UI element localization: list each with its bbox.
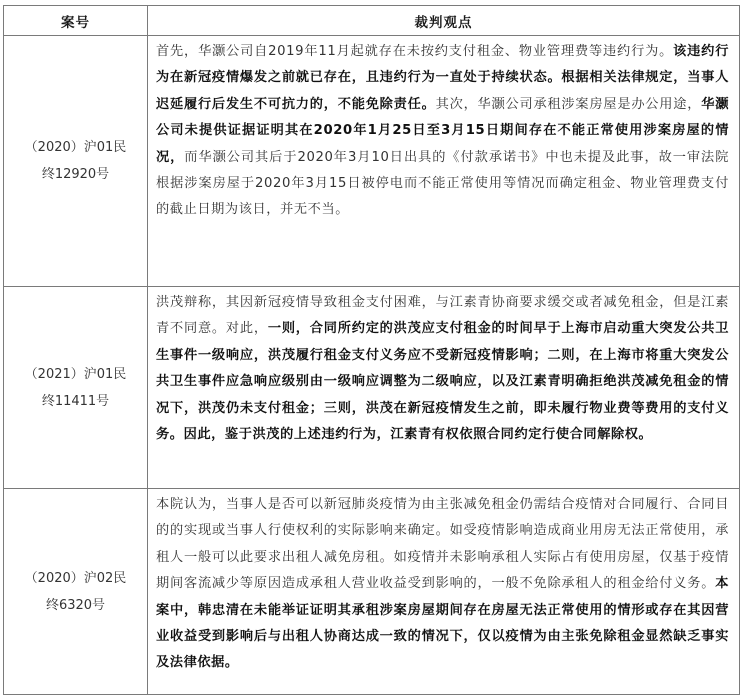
opinion-cell [148, 287, 740, 489]
table-row [4, 287, 740, 489]
case-number-line: 终12920号 [41, 167, 110, 182]
table-row [4, 489, 740, 695]
case-number-cell [4, 489, 148, 695]
case-number-cell [4, 36, 148, 287]
case-opinion-table [3, 5, 740, 695]
case-number-line: （2020）沪02民 [24, 570, 127, 586]
opinion-text-bold: 一则，合同所约定的洪茂应支付租金的时间早于上海市启动重大突发公共卫生事件一级响应，洪茂履行租金支付义务应不受新冠疫情影响；二则，在上海市将重大突发公共卫生事件应急响应级别由一级响应调整为二级响应，以及江素青明确拒绝洪茂减免租金的情况下，洪茂仍未支付租金；三则，洪茂在新冠疫情发生之前，即未履行物业费等费用的支付义务。因此，鉴于洪茂的上述违约行为，江素青有权依照合同约定行使合同解除权。 [156, 321, 729, 443]
case-number-line: （2021）沪01民 [24, 366, 127, 382]
table-row [4, 36, 740, 287]
opinion-text: 首先，华灏公司自2019年11月起就存在未按约支付租金、物业管理费等违约行为。 [156, 44, 674, 59]
case-number-cell [4, 287, 148, 489]
opinion-cell [148, 36, 740, 287]
opinion-text: 其次，华灏公司承租涉案房屋是办公用途， [435, 96, 702, 112]
case-number-line: 终11411号 [41, 393, 110, 409]
opinion-text-bold: 本案中，韩忠清在未能举证证明其承租涉案房屋期间存在房屋无法正常使用的情形或存在其因营业收益受到影响后与出租人协商达成一致的情况下，仅以疫情为由主张免除租金显然缺乏事实及法律依据。 [156, 576, 729, 671]
opinion-text: 洪茂辩称，其因新冠疫情导致租金支付困难，与江素青协商要求缓交或者减免租金，但是江素青不同意。对此， [156, 295, 729, 337]
opinion-cell [148, 489, 740, 695]
opinion-text: 而华灏公司其后于2020年3月10日出具的《付款承诺书》中也未提及此事，故一审法院根据涉案房屋于2020年3月15日被停电而不能正常使用等情况而确定租金、物业管理费支付的截止日期为该日，并无不当。 [156, 149, 729, 218]
opinion-text: 本院认为，当事人是否可以新冠肺炎疫情为由主张减免租金仍需结合疫情对合同履行、合同目的的实现或当事人行使权利的实际影响来确定。如受疫情影响造成商业用房无法正常使用，承租人一般可以此要求出租人减免房租。如疫情并未影响承租人实际占有使用房屋，仅基于疫情期间客流减少等原因造成承租人营业收益受到影响的，一般不免除承租人的租金给付义务。 [156, 497, 729, 592]
header-court-opinion: 裁判观点 [148, 6, 740, 36]
header-case-number: 案号 [4, 6, 148, 36]
opinion-text-bold: 华灏公司未提供证据证明其在2020年1月25日至3月15日期间存在不能正常使用涉案房屋的情况， [156, 96, 730, 165]
opinion-text-bold: 该违约行为在新冠疫情爆发之前就已存在，且违约行为一直处于持续状态。根据相关法律规定，当事人迟延履行后发生不可抗力的，不能免除责任。 [156, 44, 729, 112]
table-header-row [4, 6, 740, 36]
case-number-line: （2020）沪01民 [24, 140, 127, 155]
case-number-line: 终6320号 [45, 597, 106, 613]
